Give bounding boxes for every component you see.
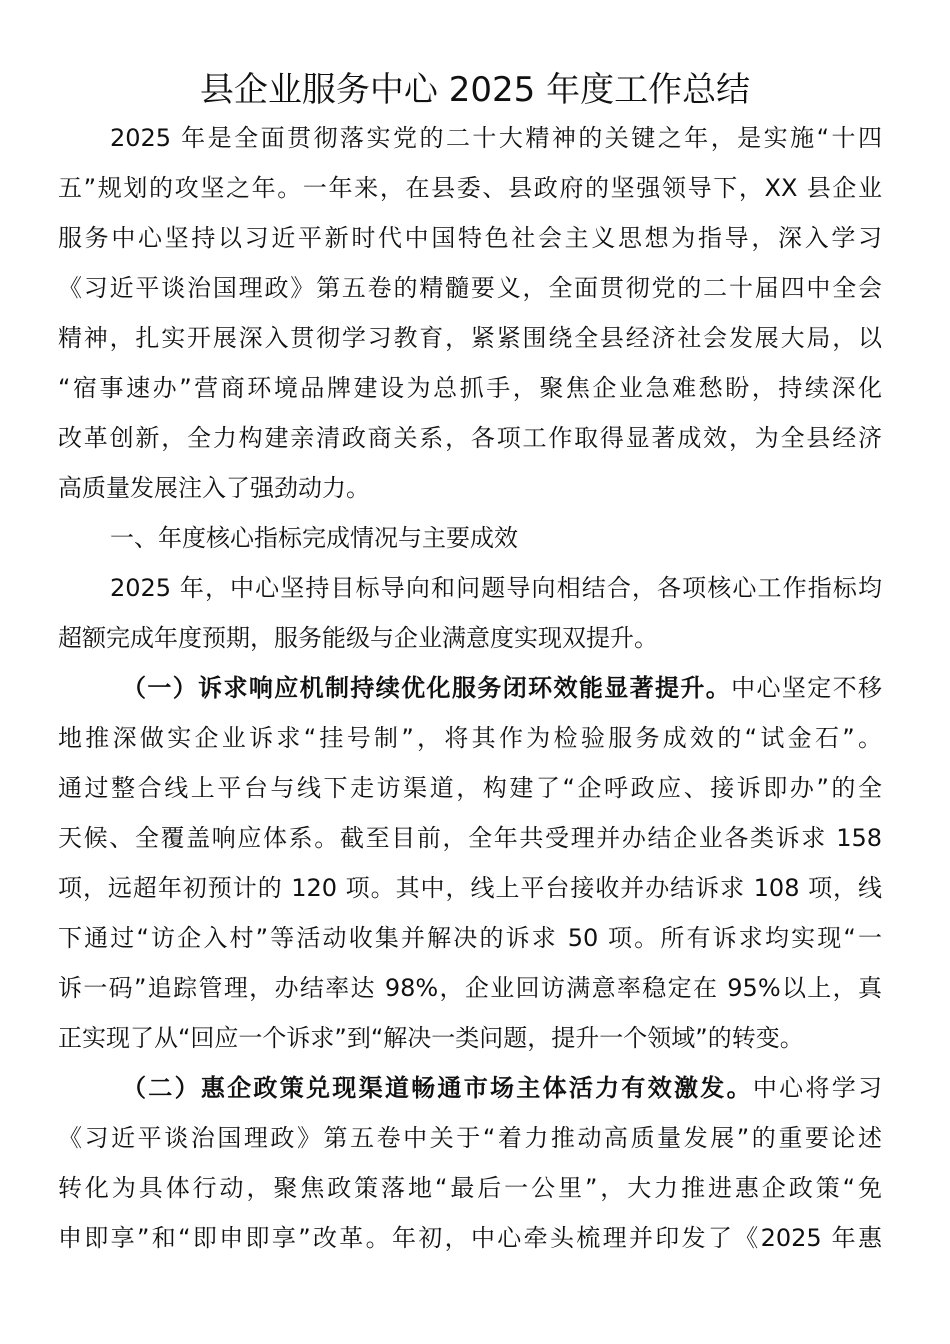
text-line: 正实现了从“回应一个诉求”到“解决一类问题，提升一个领域”的转变。: [58, 1024, 804, 1052]
text-span: 中心将学习: [752, 1074, 883, 1102]
summary-paragraph: [58, 563, 882, 663]
text-line: 超额完成年度预期，服务能级与企业满意度实现双提升。: [58, 624, 658, 652]
text-line: 高质量发展注入了强劲动力。: [58, 474, 370, 502]
text-line: 项，远超年初预计的 120 项。其中，线上平台接收并办结诉求 108 项，线: [58, 874, 882, 902]
text-line: [58, 1063, 882, 1113]
subsection-1-paragraph: [58, 663, 882, 1063]
text-line: 《习近平谈治国理政》第五卷的精髓要义，全面贯彻党的二十届四中全会: [58, 274, 882, 302]
text-line: 精神，扎实开展深入贯彻学习教育，紧紧围绕全县经济社会发展大局，以: [58, 324, 882, 352]
text-line: 通过整合线上平台与线下走访渠道，构建了“企呼政应、接诉即办”的全: [58, 774, 882, 802]
subsection-2-paragraph: [58, 1063, 882, 1263]
text-line: [58, 663, 882, 713]
text-line: 服务中心坚持以习近平新时代中国特色社会主义思想为指导，深入学习: [58, 224, 882, 252]
text-line: 五”规划的攻坚之年。一年来，在县委、县政府的坚强领导下，XX 县企业: [58, 174, 882, 202]
text-line: 2025 年，中心坚持目标导向和问题导向相结合，各项核心工作指标均: [110, 574, 882, 602]
text-line: “宿事速办”营商环境品牌建设为总抓手，聚焦企业急难愁盼，持续深化: [58, 374, 882, 402]
intro-paragraph: [58, 113, 882, 513]
text-line: 地推深做实企业诉求“挂号制”，将其作为检验服务成效的“试金石”。: [58, 724, 882, 752]
subsection-2-heading: （二）惠企政策兑现渠道畅通市场主体活力有效激发。: [122, 1074, 753, 1102]
text-line: 申即享”和“即申即享”改革。年初，中心牵头梳理并印发了《2025 年惠: [58, 1224, 882, 1252]
text-line: 下通过“访企入村”等活动收集并解决的诉求 50 项。所有诉求均实现“一: [58, 924, 882, 952]
subsection-1-heading: （一）诉求响应机制持续优化服务闭环效能显著提升。: [122, 674, 732, 702]
text-line: 2025 年是全面贯彻落实党的二十大精神的关键之年，是实施“十四: [110, 124, 882, 152]
text-line: 《习近平谈治国理政》第五卷中关于“着力推动高质量发展”的重要论述: [58, 1124, 882, 1152]
text-line: 诉一码”追踪管理，办结率达 98%，企业回访满意率稳定在 95%以上，真: [58, 974, 882, 1002]
document-title: 县企业服务中心 2025 年度工作总结: [199, 70, 751, 110]
text-line: 改革创新，全力构建亲清政商关系，各项工作取得显著成效，为全县经济: [58, 424, 882, 452]
text-span: 中心坚定不移: [731, 674, 883, 702]
text-line: 转化为具体行动，聚焦政策落地“最后一公里”，大力推进惠企政策“免: [58, 1174, 882, 1202]
document-body: [58, 113, 882, 1263]
text-line: 天候、全覆盖响应体系。截至目前，全年共受理并办结企业各类诉求 158: [58, 824, 882, 852]
section-heading-1: 一、年度核心指标完成情况与主要成效: [110, 524, 518, 552]
